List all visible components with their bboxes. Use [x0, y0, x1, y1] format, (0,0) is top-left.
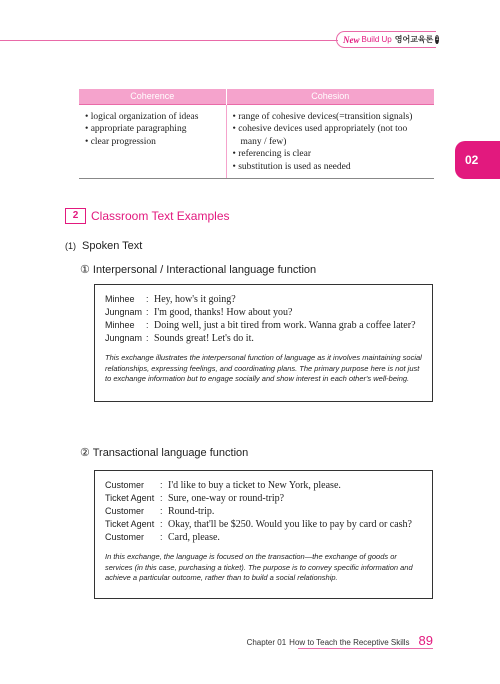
interpersonal-heading: ① Interpersonal / Interactional language function — [80, 264, 317, 276]
dialogue-utterance: Card, please. — [168, 532, 220, 543]
footer-chapter: Chapter 01 — [246, 638, 287, 647]
page-footer — [247, 633, 433, 648]
dialogue-line: Minhee : Hey, how's it going? — [105, 293, 422, 306]
page-number: 89 — [418, 633, 433, 648]
subsection-number: (1) — [65, 241, 76, 251]
coherence-cohesion-table — [79, 89, 434, 179]
section-number-badge: 2 — [65, 208, 86, 224]
dialogue-utterance: Sure, one-way or round-trip? — [168, 493, 285, 504]
section-title: Classroom Text Examples — [91, 209, 230, 223]
transactional-dialogue-box — [94, 470, 433, 599]
running-header — [336, 31, 439, 48]
chapter-side-tab-label: 02 — [465, 153, 479, 167]
list-item: • cohesive devices used appropriately (not too many / few) — [232, 124, 408, 147]
dialogue-speaker: Ticket Agent — [105, 493, 155, 503]
brand-build-up: Build Up — [361, 35, 392, 44]
cohesion-cell — [226, 104, 434, 179]
dialogue-line: Customer : Card, please. — [105, 531, 422, 544]
list-item: • range of cohesive devices(=transition signals) — [232, 111, 413, 122]
dialogue-utterance: Doing well, just a bit tired from work. Wanna grab a coffee later? — [154, 320, 416, 331]
dialogue-speaker: Jungnam — [105, 307, 143, 317]
dialogue-line: Ticket Agent : Okay, that'll be $250. Would you like to pay by card or cash? — [105, 518, 422, 531]
list-item: • appropriate paragraphing — [85, 124, 187, 134]
subsection-spoken-text — [65, 240, 142, 252]
dialogue-line: Jungnam : I'm good, thanks! How about you? — [105, 306, 422, 319]
dialogue-line: Ticket Agent : Sure, one-way or round-trip? — [105, 492, 422, 505]
list-item: • substitution is used as needed — [232, 161, 351, 172]
dialogue-speaker: Minhee — [105, 320, 135, 330]
dialogue-utterance: Hey, how's it going? — [154, 294, 236, 305]
interpersonal-explanation: This exchange illustrates the interpersonal function of language as it involves maintaining social relationships, expressing feelings, and coordinating plans. The primary purpose here is not just to exchange information but to engage socially and show interest in each other's well-being. — [105, 353, 422, 383]
table-header-coherence: Coherence — [79, 89, 226, 104]
table-header-cohesion: Cohesion — [226, 89, 434, 104]
dialogue-speaker: Minhee — [105, 294, 135, 304]
dialogue-speaker: Ticket Agent — [105, 519, 155, 529]
dialogue-speaker: Jungnam — [105, 333, 143, 343]
dialogue-line: Customer : Round-trip. — [105, 505, 422, 518]
transactional-explanation: In this exchange, the language is focused on the transaction—the exchange of goods or services (in this case, purchasing a ticket). The purpose is to convey specific information and achieve a particular outcome, rather than to build a social relationship. — [105, 552, 413, 582]
table-row — [79, 104, 434, 179]
dialogue-utterance: I'm good, thanks! How about you? — [154, 307, 293, 318]
volume-badge: 1 — [435, 36, 439, 42]
book-title: 영어교육론 — [394, 35, 434, 44]
dialogue-line: Customer : I'd like to buy a ticket to New York, please. — [105, 479, 422, 492]
section-heading — [65, 208, 230, 224]
dialogue-speaker: Customer — [105, 532, 145, 542]
footer-rule — [298, 648, 433, 649]
dialogue-utterance: Round-trip. — [168, 506, 215, 517]
transactional-heading: ② Transactional language function — [80, 447, 249, 459]
list-item: • referencing is clear — [232, 149, 311, 159]
subsection-title: Spoken Text — [82, 240, 143, 252]
list-item: • logical organization of ideas — [85, 111, 199, 122]
interpersonal-dialogue-box — [94, 284, 433, 402]
dialogue-line: Jungnam : Sounds great! Let's do it. — [105, 332, 422, 345]
header-rule — [0, 40, 338, 41]
footer-chapter-title: How to Teach the Receptive Skills — [289, 638, 410, 647]
brand-new: New — [343, 34, 360, 45]
dialogue-speaker: Customer — [105, 480, 145, 490]
dialogue-speaker: Customer — [105, 506, 145, 516]
dialogue-utterance: Okay, that'll be $250. Would you like to pay by card or cash? — [168, 519, 412, 530]
table-header-row — [79, 89, 434, 104]
dialogue-utterance: I'd like to buy a ticket to New York, please. — [168, 480, 341, 491]
coherence-cell — [79, 104, 226, 179]
list-item: • clear progression — [85, 136, 156, 147]
dialogue-utterance: Sounds great! Let's do it. — [154, 333, 254, 344]
dialogue-line: Minhee : Doing well, just a bit tired from work. Wanna grab a coffee later? — [105, 319, 422, 332]
chapter-side-tab — [455, 141, 500, 179]
